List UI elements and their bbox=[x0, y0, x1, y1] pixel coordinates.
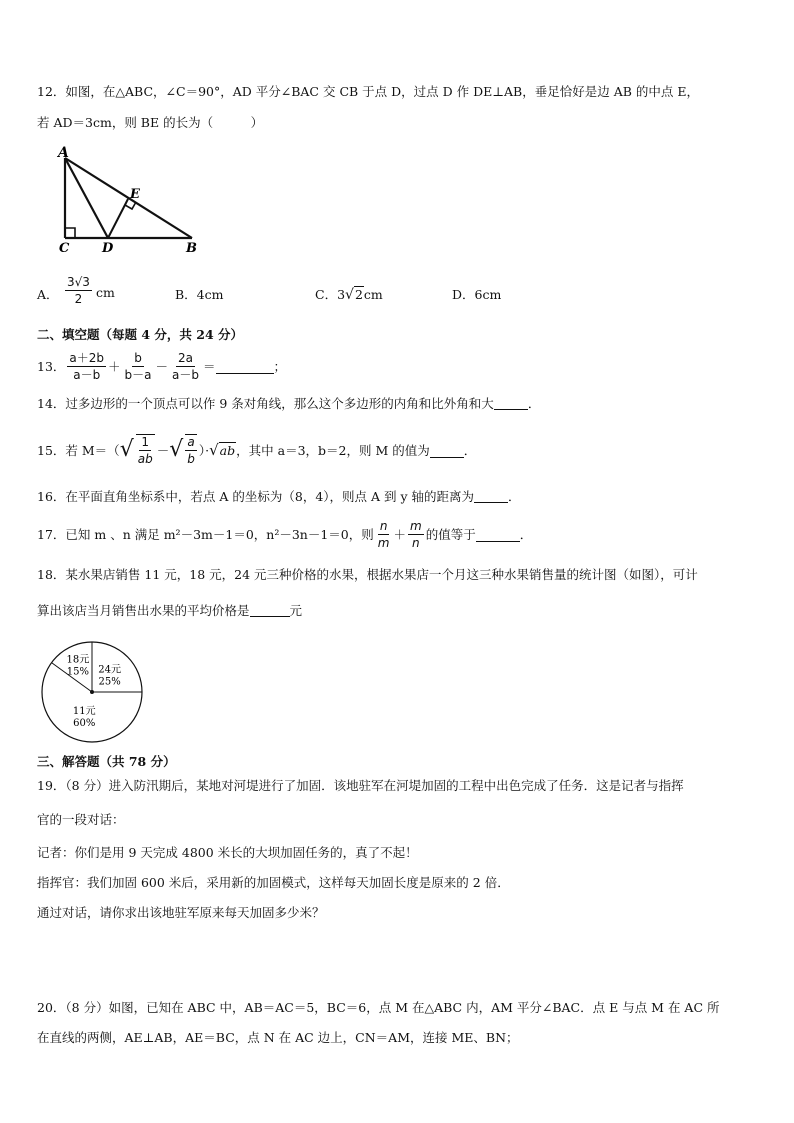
pie-slice-label: 11元 bbox=[72, 705, 96, 717]
pie-slice-label: 24元 bbox=[98, 664, 122, 676]
option-b: B．4cm bbox=[175, 287, 224, 302]
q15-r2-num: a bbox=[187, 435, 195, 449]
option-a-fraction bbox=[63, 275, 94, 306]
q18-unit: 元 bbox=[289, 603, 303, 618]
q19-line4: 指挥官：我们加固 600 米后，采用新的加固模式，这样每天加固长度是原来的 2 倍． bbox=[37, 875, 510, 890]
q18-line2 bbox=[37, 601, 302, 621]
option-c: C．3√2cm bbox=[315, 287, 383, 303]
q18-line1: 18．某水果店销售 11 元，18 元，24 元三种价格的水果，根据水果店一个月这三种水果销售量的统计图（如图），可计 bbox=[37, 567, 698, 582]
q13-op1: ＋ bbox=[108, 359, 121, 374]
pie-slice-percent: 15% bbox=[66, 666, 90, 678]
q15: 15．若 M＝（ √ $\frac{1}{ab}$ － √ $\frac{a}{b}$ ）· √ ab ，其中 a＝3，b＝2，则 M 的值为 ． bbox=[37, 435, 477, 466]
q13-f3-num: 2a bbox=[178, 350, 194, 365]
q13-op2: － bbox=[155, 359, 169, 374]
q17-op: ＋ bbox=[393, 527, 406, 542]
q16-answer-blank[interactable] bbox=[474, 488, 508, 503]
q14-end: ． bbox=[527, 396, 541, 411]
q16-end: ． bbox=[508, 489, 521, 504]
q19-line2: 官的一段对话： bbox=[37, 812, 125, 827]
label-B: B bbox=[186, 241, 197, 254]
option-c-label: C．3 bbox=[315, 287, 346, 302]
pie-slice-label: 18元 bbox=[66, 654, 90, 666]
q12-triangle-figure bbox=[52, 142, 212, 254]
q13 bbox=[37, 346, 286, 386]
q17-prefix: 17．已知 m 、n 满足 m²－3m－1＝0，n²－3n－1＝0，则 bbox=[37, 527, 374, 542]
pie-slice-percent: 25% bbox=[98, 676, 121, 688]
pie-center bbox=[90, 690, 94, 694]
label-D: D bbox=[102, 241, 114, 254]
option-a-num: 3√3 bbox=[67, 275, 90, 289]
q15-op: － bbox=[156, 443, 170, 458]
option-a-unit: cm bbox=[96, 285, 115, 300]
q14-answer-blank[interactable] bbox=[494, 395, 528, 410]
q15-end: ． bbox=[463, 443, 477, 458]
q17-end: ． bbox=[519, 527, 533, 542]
q20-line2: 在直线的两侧，AE⊥AB，AE＝BC，点 N 在 AC 边上，CN＝AM，连接 ME、BN； bbox=[37, 1030, 519, 1045]
section-3-title: 三、解答题（共 78 分） bbox=[37, 754, 176, 769]
q16-text: 16．在平面直角坐标系中，若点 A 的坐标为（8，4），则点 A 到 y 轴的距离为 bbox=[37, 489, 475, 504]
q13-suffix: ； bbox=[273, 359, 287, 374]
q13-f1-num: a＋2b bbox=[69, 350, 105, 365]
q12-line2: 若 AD＝3cm，则 BE 的长为（ ） bbox=[37, 115, 264, 130]
q17 bbox=[37, 514, 532, 554]
q17-suffix: 的值等于 bbox=[425, 527, 476, 542]
q20-line1: 20．（8 分）如图，已知在 ABC 中，AB＝AC＝5，BC＝6，点 M 在△ABC 内，AM 平分∠BAC．点 E 与点 M 在 AC 所 bbox=[37, 1000, 720, 1015]
q13-f2-den: b－a bbox=[124, 367, 152, 382]
q15-prefix: 15．若 M＝（ bbox=[37, 443, 120, 458]
q17-f2-num: m bbox=[409, 518, 422, 533]
label-E: E bbox=[130, 187, 140, 202]
q13-prefix: 13． bbox=[37, 359, 66, 374]
q15-mid: ）· bbox=[198, 443, 210, 458]
q13-f2-num: b bbox=[134, 350, 142, 365]
q19-line3: 记者：你们是用 9 天完成 4800 米长的大坝加固任务的，真了不起！ bbox=[37, 845, 418, 860]
q17-f1-den: m bbox=[377, 535, 390, 550]
q16 bbox=[37, 487, 521, 507]
q17-f2-den: n bbox=[412, 535, 420, 550]
option-c-unit: cm bbox=[363, 287, 383, 302]
option-c-radicand: 2 bbox=[354, 287, 363, 302]
q19-line1: 19．（8 分）进入防汛期后，某地对河堤进行了加固．该地驻军在河堤加固的工程中出色完成了任务．这是记者与指挥 bbox=[37, 778, 684, 793]
q14-text: 14．过多边形的一个顶点可以作 9 条对角线，那么这个多边形的内角和比外角和大 bbox=[37, 396, 494, 411]
option-a-den: 2 bbox=[74, 292, 83, 306]
q15-r1-den: ab bbox=[137, 452, 153, 466]
q12-line1: 12．如图，在△ABC，∠C＝90°，AD 平分∠BAC 交 CB 于点 D，过点 D 作 DE⊥AB，垂足恰好是边 AB 的中点 E， bbox=[37, 84, 699, 99]
q18-pie-chart bbox=[38, 638, 148, 746]
q18-line2-text: 算出该店当月销售出水果的平均价格是 bbox=[37, 603, 250, 618]
label-C: C bbox=[59, 241, 70, 254]
q15-answer-blank[interactable] bbox=[430, 443, 464, 458]
section-2-title: 二、填空题（每题 4 分，共 24 分） bbox=[37, 327, 244, 342]
q19-line5: 通过对话，请你求出该地驻军原来每天加固多少米？ bbox=[37, 905, 325, 920]
q15-radicand: ab bbox=[219, 443, 236, 458]
option-a-label: A． bbox=[37, 287, 59, 302]
q17-f1-num: n bbox=[379, 518, 388, 533]
q17-answer-blank[interactable] bbox=[476, 527, 520, 542]
q13-answer-blank[interactable] bbox=[216, 359, 274, 374]
q15-suffix: ，其中 a＝3，b＝2，则 M 的值为 bbox=[236, 443, 430, 458]
q13-f3-den: a－b bbox=[172, 367, 200, 382]
q15-r1-num: 1 bbox=[141, 435, 150, 449]
q14 bbox=[37, 394, 540, 414]
label-A: A bbox=[58, 145, 69, 161]
q18-answer-blank[interactable] bbox=[250, 602, 290, 617]
q13-eq: ＝ bbox=[203, 359, 216, 374]
pie-slice-percent: 60% bbox=[73, 717, 96, 729]
option-d: D．6cm bbox=[452, 287, 502, 302]
q12-options bbox=[37, 275, 737, 315]
q15-r2-den: b bbox=[187, 452, 195, 466]
q13-f1-den: a－b bbox=[73, 367, 101, 382]
